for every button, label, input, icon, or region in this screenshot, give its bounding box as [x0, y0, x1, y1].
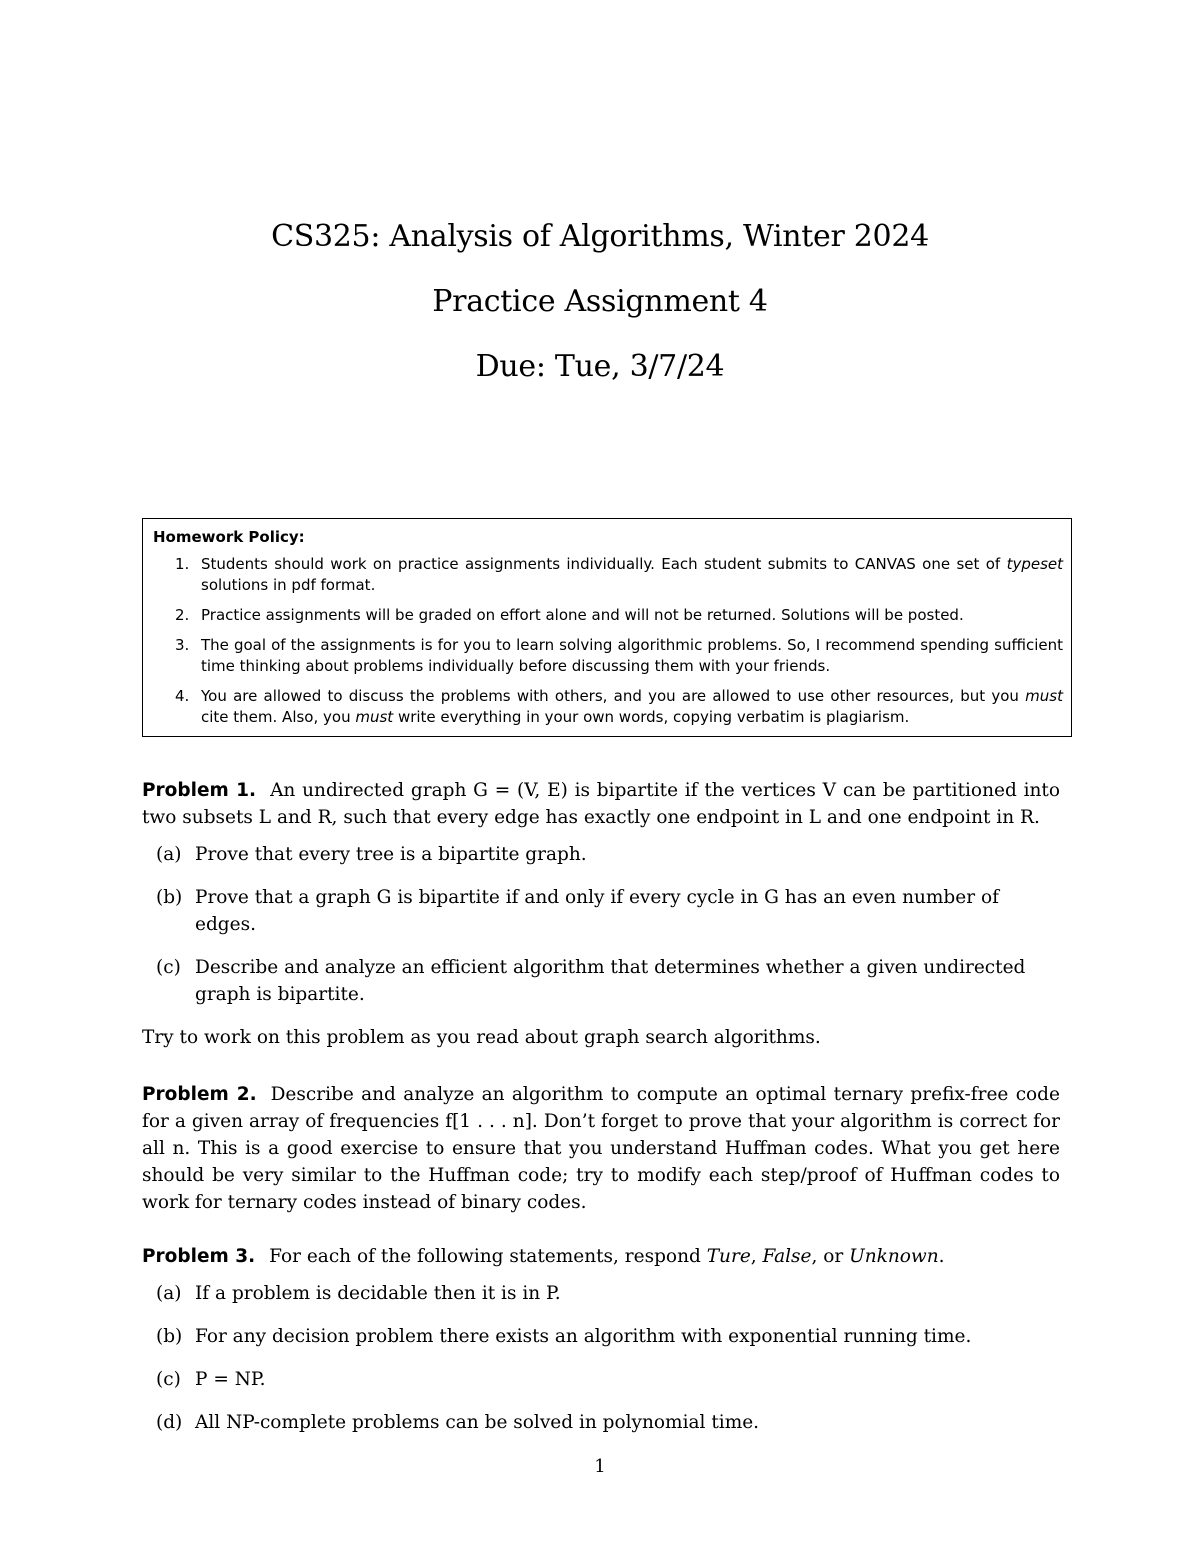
policy-item-text: solutions in pdf format. [201, 576, 376, 594]
problem-statement: Describe and analyze an algorithm to compute an optimal ternary prefix-free code for a given array of frequencies f[1 . . . n]. Don’t forget to prove that your algorithm is correct for all n. This is a good exercise to ensure that you understand Huffman codes. What you get here should be very similar to the Huffman code; try to modify each step/proof of Huffman codes to work for ternary codes instead of binary codes. [142, 1084, 1060, 1213]
separator: , [750, 1246, 763, 1267]
part-text: Prove that a graph G is bipartite if and only if every cycle in G has an even number of edges. [195, 887, 999, 935]
problem-1 [142, 777, 1060, 1051]
page-number: 1 [594, 1456, 606, 1477]
policy-item-text: The goal of the assignments is for you to learn solving algorithmic problems. So, I recommend spending sufficient time thinking about problems individually before discussing them with your friends. [201, 636, 1063, 675]
option-true: Ture [706, 1246, 751, 1267]
due-date: Due: Tue, 3/7/24 [475, 349, 725, 384]
policy-item-number: 3. [175, 636, 190, 654]
problems-section [142, 777, 1060, 1452]
policy-item-number: 1. [175, 555, 190, 573]
policy-item-number: 4. [175, 687, 190, 705]
problem-parts [142, 841, 1060, 1008]
part-text: Prove that every tree is a bipartite graph. [195, 844, 587, 865]
problem-3 [142, 1243, 1060, 1436]
policy-item [153, 635, 1063, 677]
policy-item-text: Practice assignments will be graded on effort alone and will not be returned. Solutions will be posted. [201, 606, 964, 624]
title-block [0, 218, 1200, 413]
problem-part [142, 1409, 1060, 1436]
problem-label: Problem 1. [142, 780, 257, 801]
part-label: (c) [156, 1369, 181, 1390]
separator: . [938, 1246, 945, 1267]
policy-item-text: Students should work on practice assignments individually. Each student submits to CANVAS one set of [201, 555, 1007, 573]
part-text: If a problem is decidable then it is in P. [195, 1283, 561, 1304]
problem-2 [142, 1081, 1060, 1216]
problem-statement: For each of the following statements, respond [269, 1246, 707, 1267]
policy-item [153, 605, 1063, 626]
policy-item-text: You are allowed to discuss the problems with others, and you are allowed to use other resources, but you [201, 687, 1026, 705]
problem-part [142, 1280, 1060, 1307]
problem-parts [142, 1280, 1060, 1436]
problem-part [142, 1323, 1060, 1350]
problem-part [142, 884, 1060, 938]
separator: , or [811, 1246, 850, 1267]
policy-heading: Homework Policy: [153, 528, 305, 546]
policy-item-number: 2. [175, 606, 190, 624]
part-label: (c) [156, 957, 181, 978]
part-text: P = NP. [195, 1369, 266, 1390]
part-text: For any decision problem there exists an algorithm with exponential running time. [195, 1326, 972, 1347]
problem-note: Try to work on this problem as you read about graph search algorithms. [142, 1027, 821, 1048]
part-label: (b) [156, 1326, 183, 1347]
policy-list [153, 554, 1063, 728]
policy-item-text: cite them. Also, you [201, 708, 356, 726]
part-label: (d) [156, 1412, 183, 1433]
homework-policy-box [142, 518, 1072, 737]
problem-part [142, 841, 1060, 868]
option-unknown: Unknown [849, 1246, 939, 1267]
policy-emphasis: must [355, 708, 394, 726]
policy-item [153, 686, 1063, 728]
policy-emphasis: typeset [1006, 555, 1063, 573]
part-label: (a) [156, 844, 182, 865]
assignment-title: Practice Assignment 4 [432, 284, 768, 319]
problem-label: Problem 3. [142, 1246, 256, 1267]
option-false: False [762, 1246, 812, 1267]
problem-statement: An undirected graph G = (V, E) is bipartite if the vertices V can be partitioned into two subsets L and R, such that every edge has exactly one endpoint in L and one endpoint in R. [142, 780, 1060, 828]
part-text: Describe and analyze an efficient algorithm that determines whether a given undirected graph is bipartite. [195, 957, 1026, 1005]
problem-part [142, 954, 1060, 1008]
policy-item-text: write everything in your own words, copying verbatim is plagiarism. [393, 708, 910, 726]
part-label: (b) [156, 887, 183, 908]
policy-emphasis: must [1025, 687, 1063, 705]
part-label: (a) [156, 1283, 182, 1304]
problem-part [142, 1366, 1060, 1393]
policy-item [153, 554, 1063, 596]
part-text: All NP-complete problems can be solved in polynomial time. [195, 1412, 760, 1433]
problem-label: Problem 2. [142, 1084, 257, 1105]
course-title: CS325: Analysis of Algorithms, Winter 2024 [271, 219, 929, 254]
